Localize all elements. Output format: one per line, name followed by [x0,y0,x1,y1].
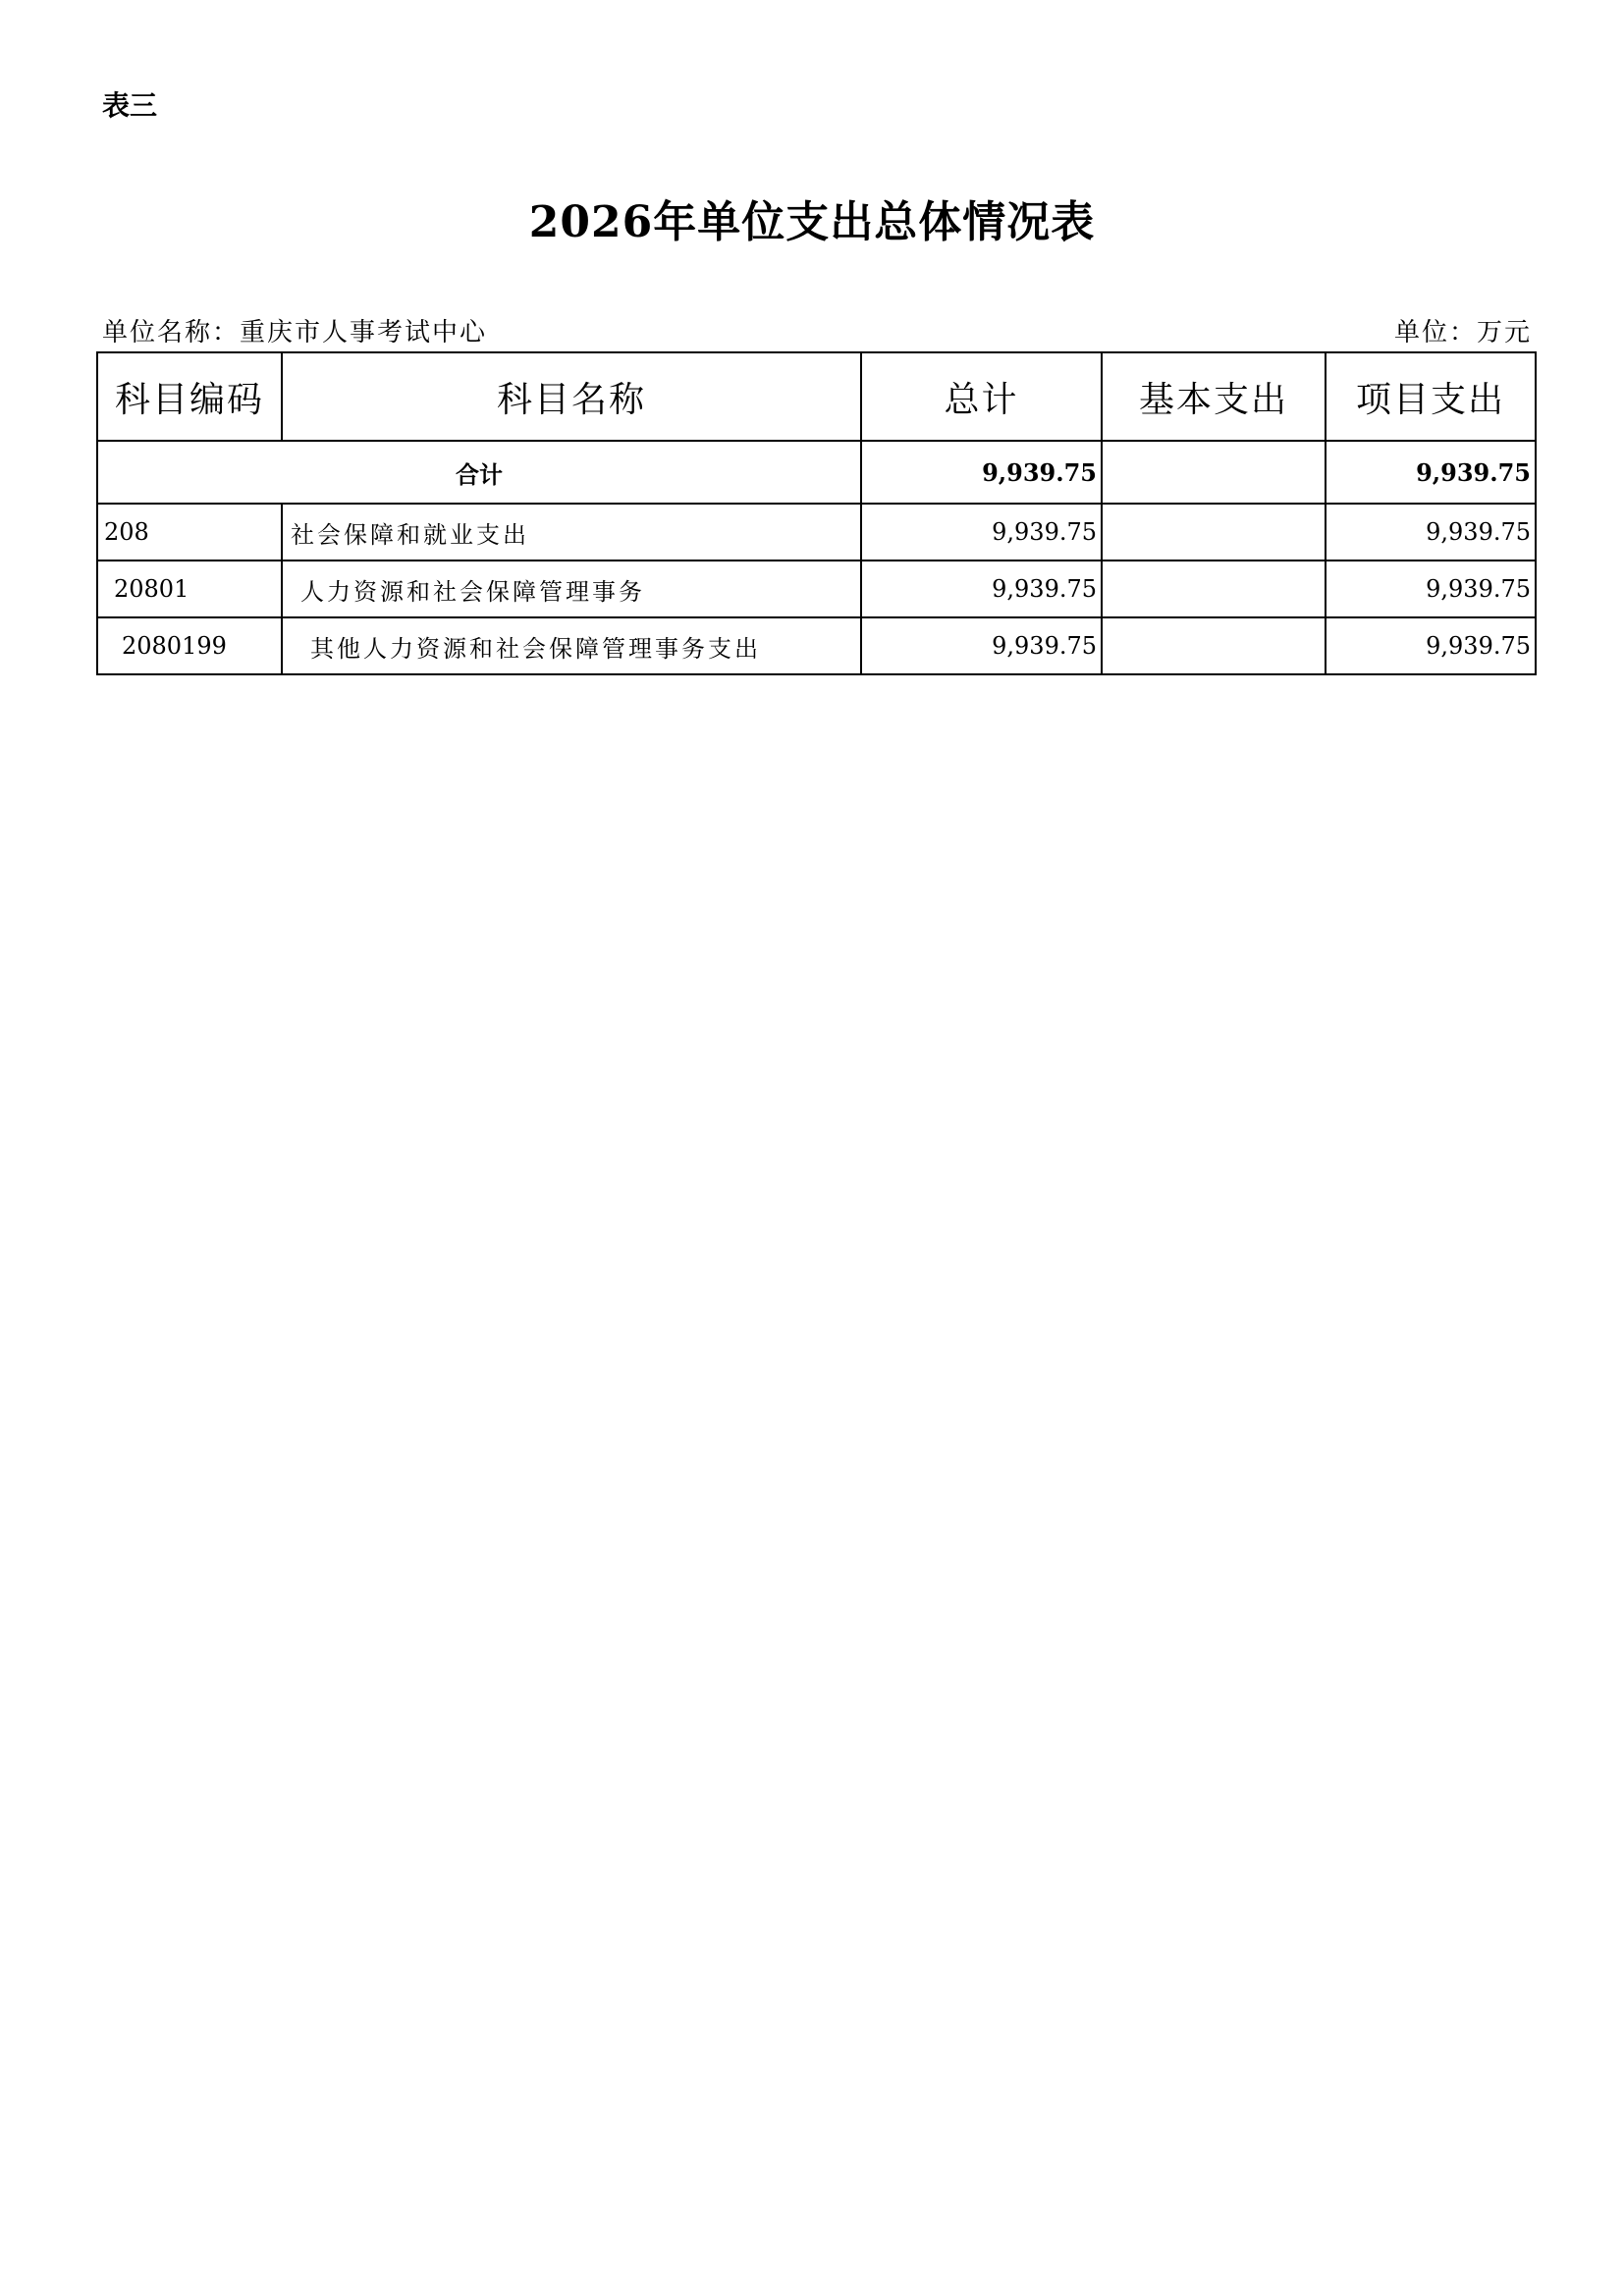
total-basic [1102,441,1326,504]
table-row [97,504,1536,561]
row-basic [1102,504,1326,561]
table-row [97,617,1536,674]
unit-name-label: 单位名称：重庆市人事考试中心 [102,318,488,347]
row-name: 其他人力资源和社会保障管理事务支出 [282,617,861,674]
meta-row [102,312,1532,348]
row-total: 9,939.75 [861,504,1102,561]
page-title: 2026年单位支出总体情况表 [528,197,1096,247]
row-project: 9,939.75 [1326,504,1536,561]
row-total: 9,939.75 [861,617,1102,674]
row-project: 9,939.75 [1326,561,1536,617]
row-code: 208 [97,504,282,561]
total-project: 9,939.75 [1326,441,1536,504]
header-total: 总计 [861,352,1102,441]
row-project: 9,939.75 [1326,617,1536,674]
row-code: 2080199 [97,617,282,674]
header-subject-name: 科目名称 [282,352,861,441]
total-row [97,441,1536,504]
row-basic [1102,561,1326,617]
table-header-row [97,352,1536,441]
header-project-expenditure: 项目支出 [1326,352,1536,441]
header-subject-code: 科目编码 [97,352,282,441]
table-number-label: 表三 [102,89,158,122]
expenditure-table [96,351,1537,675]
total-sum: 9,939.75 [861,441,1102,504]
total-label: 合计 [97,441,861,504]
header-basic-expenditure: 基本支出 [1102,352,1326,441]
table-row [97,561,1536,617]
row-name: 人力资源和社会保障管理事务 [282,561,861,617]
row-total: 9,939.75 [861,561,1102,617]
currency-unit-label: 单位：万元 [1393,318,1532,347]
row-name: 社会保障和就业支出 [282,504,861,561]
row-basic [1102,617,1326,674]
row-code: 20801 [97,561,282,617]
